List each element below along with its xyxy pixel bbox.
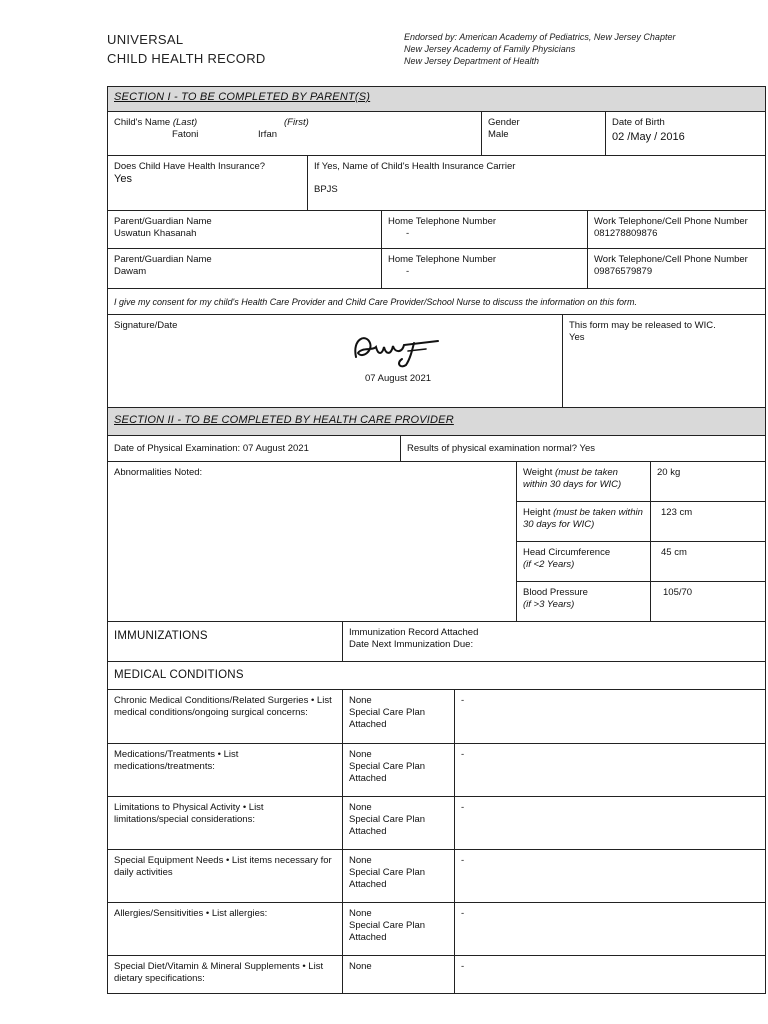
abnormalities-label: Abnormalities Noted:	[114, 467, 203, 478]
weight-label-cell	[517, 462, 651, 502]
dob-value: 02 /May / 2016	[612, 131, 685, 143]
condition-status-none: None	[349, 908, 372, 919]
condition-details[interactable]: -	[455, 690, 766, 744]
weight-value-field[interactable]: 20 kg	[651, 462, 766, 502]
guardian-1-home-value: -	[406, 228, 410, 239]
height-note: (must be taken within 30 days for WIC)	[523, 507, 643, 530]
condition-care-plan: Special Care Plan Attached	[349, 761, 426, 784]
condition-label: Special Diet/Vitamin & Mineral Supplements • List dietary specifications:	[108, 956, 343, 994]
signature-label: Signature/Date	[114, 320, 178, 331]
condition-status[interactable]	[343, 956, 455, 994]
insurance-value: Yes	[114, 173, 132, 185]
endorsement-line-1: Endorsed by: American Academy of Pediatrics, New Jersey Chapter	[404, 32, 676, 42]
dob-label: Date of Birth	[612, 117, 665, 128]
first-name-value: Irfan	[258, 129, 278, 140]
abnormalities-field[interactable]	[108, 462, 517, 622]
condition-care-plan: Special Care Plan Attached	[349, 867, 426, 890]
signature-field[interactable]	[108, 315, 563, 408]
condition-details[interactable]: -	[455, 956, 766, 994]
wic-value: Yes	[569, 332, 585, 343]
gender-value: Male	[488, 129, 509, 140]
condition-details[interactable]: -	[455, 850, 766, 903]
condition-status[interactable]	[343, 797, 455, 850]
guardian-2-work-phone-field[interactable]	[588, 249, 766, 289]
guardian-1-work-label: Work Telephone/Cell Phone Number	[594, 216, 748, 227]
guardian-1-home-phone-field[interactable]	[382, 211, 588, 249]
guardian-2-name-field[interactable]	[108, 249, 382, 289]
head-circumference-label-cell	[517, 542, 651, 582]
guardian-2-work-label: Work Telephone/Cell Phone Number	[594, 254, 748, 265]
wic-release-field[interactable]	[563, 315, 766, 408]
signature-date: 07 August 2021	[365, 373, 432, 384]
child-name-field[interactable]	[108, 112, 482, 156]
last-name-value: Fatoni	[172, 129, 199, 140]
gender-field[interactable]	[482, 112, 606, 156]
condition-details[interactable]: -	[455, 797, 766, 850]
condition-details[interactable]: -	[455, 744, 766, 797]
section-1-heading: SECTION I - TO BE COMPLETED BY PARENT(S)	[108, 87, 766, 112]
guardian-2-work-value: 09876579879	[594, 266, 653, 277]
guardian-2-home-label: Home Telephone Number	[388, 254, 497, 265]
guardian-1-name-field[interactable]	[108, 211, 382, 249]
condition-status-none: None	[349, 802, 372, 813]
carrier-label: If Yes, Name of Child's Health Insurance Carrier	[314, 161, 516, 172]
condition-label: Limitations to Physical Activity • List limitations/special considerations:	[108, 797, 343, 850]
blood-pressure-note: (if >3 Years)	[523, 599, 575, 610]
guardian-1-work-phone-field[interactable]	[588, 211, 766, 249]
guardian-2-name-value: Dawam	[114, 266, 147, 277]
medical-conditions-heading: MEDICAL CONDITIONS	[108, 662, 766, 690]
height-label-cell	[517, 502, 651, 542]
child-health-form	[107, 86, 766, 994]
condition-care-plan: Special Care Plan Attached	[349, 814, 426, 837]
weight-label: Weight	[523, 467, 553, 478]
carrier-value: BPJS	[314, 184, 338, 195]
endorsement-line-2: New Jersey Academy of Family Physicians	[404, 44, 576, 54]
consent-statement: I give my consent for my child's Health Care Provider and Child Care Provider/School Nurse to discuss the information on this form.	[108, 289, 766, 315]
exam-date-field[interactable]: Date of Physical Examination: 07 August 2021	[108, 436, 401, 462]
head-circumference-value-field[interactable]: 45 cm	[651, 542, 766, 582]
immunization-record-label: Immunization Record Attached	[349, 627, 479, 638]
condition-label: Chronic Medical Conditions/Related Surgeries • List medical conditions/ongoing surgical concerns:	[108, 690, 343, 744]
insurance-question-field[interactable]	[108, 156, 308, 211]
condition-status-none: None	[349, 855, 372, 866]
guardian-1-name-label: Parent/Guardian Name	[114, 216, 212, 227]
head-circumference-note: (if <2 Years)	[523, 559, 575, 570]
condition-status-none: None	[349, 749, 372, 760]
condition-details[interactable]: -	[455, 903, 766, 956]
guardian-1-work-value: 081278809876	[594, 228, 658, 239]
blood-pressure-label: Blood Pressure	[523, 587, 588, 598]
condition-care-plan: Special Care Plan Attached	[349, 707, 426, 730]
date-of-birth-field[interactable]	[606, 112, 766, 156]
last-name-label: (Last)	[172, 117, 198, 128]
height-value-field[interactable]: 123 cm	[651, 502, 766, 542]
child-name-label: Child's Name	[114, 117, 171, 128]
child-name-values	[114, 129, 475, 141]
endorsement-line-3: New Jersey Department of Health	[404, 56, 540, 66]
condition-care-plan: Special Care Plan Attached	[349, 920, 426, 943]
height-label: Height	[523, 507, 551, 518]
guardian-1-name-value: Uswatun Khasanah	[114, 228, 197, 239]
condition-status[interactable]	[343, 850, 455, 903]
condition-status[interactable]	[343, 744, 455, 797]
insurance-carrier-field[interactable]	[308, 156, 766, 211]
condition-label: Allergies/Sensitivities • List allergies:	[108, 903, 343, 956]
condition-status-none: None	[349, 961, 372, 972]
next-immunization-label: Date Next Immunization Due:	[349, 639, 474, 650]
condition-status[interactable]	[343, 903, 455, 956]
wic-label: This form may be released to WIC.	[569, 320, 716, 331]
immunizations-heading: IMMUNIZATIONS	[108, 622, 343, 662]
signature-image	[348, 325, 448, 371]
guardian-2-home-value: -	[406, 266, 410, 277]
child-name-label-row	[114, 117, 475, 129]
immunization-record-field[interactable]	[343, 622, 766, 662]
first-name-label: (First)	[284, 117, 309, 128]
guardian-2-home-phone-field[interactable]	[382, 249, 588, 289]
head-circumference-label: Head Circumference	[523, 547, 611, 558]
blood-pressure-value-field[interactable]: 105/70	[651, 582, 766, 622]
insurance-question: Does Child Have Health Insurance?	[114, 161, 266, 172]
guardian-1-home-label: Home Telephone Number	[388, 216, 497, 227]
condition-status[interactable]	[343, 690, 455, 744]
guardian-2-name-label: Parent/Guardian Name	[114, 254, 212, 265]
form-title-line2: CHILD HEALTH RECORD	[107, 51, 266, 66]
blood-pressure-label-cell	[517, 582, 651, 622]
condition-status-none: None	[349, 695, 372, 706]
condition-label: Medications/Treatments • List medications/treatments:	[108, 744, 343, 797]
exam-result-field[interactable]: Results of physical examination normal? Yes	[401, 436, 766, 462]
weight-note: (must be taken within 30 days for WIC)	[523, 467, 622, 490]
section-2-heading: SECTION II - TO BE COMPLETED BY HEALTH CARE PROVIDER	[108, 408, 766, 436]
endorsement	[404, 31, 675, 67]
form-title-line1: UNIVERSAL	[107, 32, 184, 47]
gender-label: Gender	[488, 117, 520, 128]
condition-label: Special Equipment Needs • List items necessary for daily activities	[108, 850, 343, 903]
